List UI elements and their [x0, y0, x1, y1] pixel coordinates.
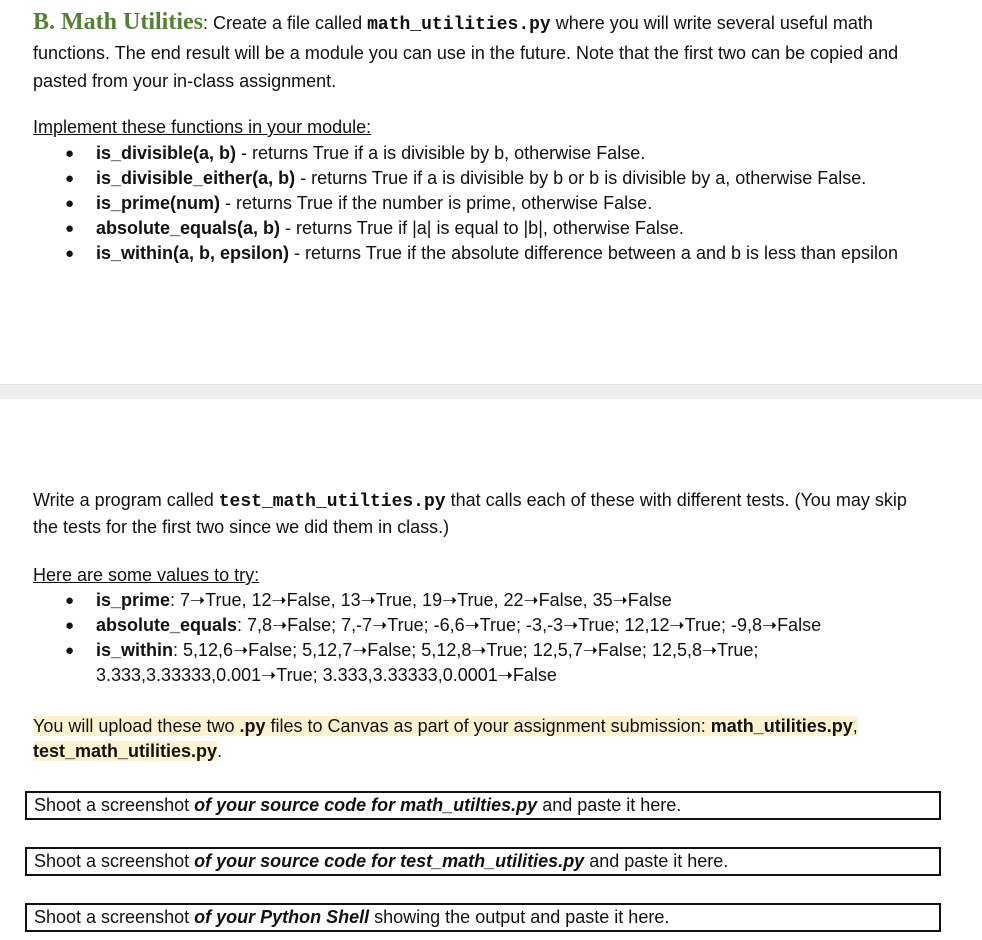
test-text-after: that calls each of these with different tests. (You may skip the tests for the first two since we did them in class.)	[33, 490, 907, 537]
test-text-before: Write a program called	[33, 490, 219, 510]
function-desc: - returns True if a is divisible by b, otherwise False.	[236, 143, 646, 163]
function-name: is_divisible_either(a, b)	[96, 168, 296, 188]
screenshot-box-python-shell[interactable]	[25, 903, 941, 932]
function-name: is_within	[96, 640, 174, 660]
intro-filename: math_utilities.py	[367, 15, 551, 35]
section-b-intro	[33, 8, 933, 95]
upload-text: You will upload these two	[33, 716, 240, 736]
implement-heading: Implement these functions in your module:	[33, 117, 372, 137]
function-desc: - returns True if the number is prime, otherwise False.	[220, 193, 653, 213]
box-text: showing the output and paste it here.	[369, 907, 670, 927]
list-item	[65, 166, 945, 191]
list-item	[65, 191, 945, 216]
value-pairs: : 7,8➝False; 7,-7➝True; -6,6➝True; -3,-3➝True; 12,12➝True; -9,8➝False	[237, 615, 822, 635]
box-emphasis: of your Python Shell	[194, 907, 370, 927]
implement-list	[65, 141, 945, 266]
upload-comma: ,	[852, 716, 858, 736]
screenshot-box-math-utilities[interactable]	[25, 791, 941, 820]
function-desc: - returns True if |a| is equal to |b|, otherwise False.	[280, 218, 684, 238]
box-text: Shoot a screenshot	[34, 851, 195, 871]
section-title: B. Math Utilities	[33, 9, 203, 35]
box-emphasis: of your source code for test_math_utilities.py	[194, 851, 585, 871]
value-pairs: : 5,12,6➝False; 5,12,7➝False; 5,12,8➝True; 12,5,7➝False; 12,5,8➝True; 3.333,3.33333,0.001➝True; 3.333,3.33333,0.0001➝False	[96, 640, 759, 685]
function-desc: - returns True if a is divisible by b or b is divisible by a, otherwise False.	[295, 168, 867, 188]
upload-period: .	[217, 741, 223, 761]
upload-file-1: math_utilities.py	[710, 716, 853, 736]
screenshot-box-test-math-utilities[interactable]	[25, 847, 941, 876]
list-item	[65, 588, 905, 613]
function-desc: - returns True if the absolute difference between a and b is less than epsilon	[289, 243, 899, 263]
page-break	[0, 384, 982, 400]
box-text: and paste it here.	[537, 795, 682, 815]
page-1	[0, 0, 982, 384]
function-name: absolute_equals	[96, 615, 238, 635]
page-2	[0, 399, 982, 940]
upload-ext: .py	[239, 716, 266, 736]
box-text: and paste it here.	[584, 851, 729, 871]
values-list	[65, 588, 905, 688]
function-name: is_prime(num)	[96, 193, 221, 213]
box-text: Shoot a screenshot	[34, 795, 195, 815]
box-text: Shoot a screenshot	[34, 907, 195, 927]
test-program-paragraph	[33, 488, 913, 540]
list-item	[65, 638, 905, 688]
list-item	[65, 241, 945, 266]
value-pairs: : 7➝True, 12➝False, 13➝True, 19➝True, 22➝False, 35➝False	[170, 590, 672, 610]
box-emphasis: of your source code for math_utilties.py	[194, 795, 538, 815]
values-heading: Here are some values to try:	[33, 565, 260, 585]
list-item	[65, 216, 945, 241]
function-name: is_within(a, b, epsilon)	[96, 243, 290, 263]
test-filename: test_math_utilties.py	[218, 492, 446, 512]
list-item	[65, 141, 945, 166]
function-name: is_divisible(a, b)	[96, 143, 237, 163]
upload-file-2: test_math_utilities.py	[33, 741, 218, 761]
upload-paragraph	[33, 714, 933, 764]
function-name: is_prime	[96, 590, 171, 610]
intro-text-before: Create a file called	[208, 13, 368, 33]
title-colon: :	[202, 13, 208, 33]
upload-text: files to Canvas as part of your assignment submission:	[265, 716, 711, 736]
list-item	[65, 613, 905, 638]
intro-text-after: where you will write several useful math functions. The end result will be a module you can use in the future. Note that the first two can be copied and pasted from your in-class assignment.	[33, 13, 899, 91]
function-name: absolute_equals(a, b)	[96, 218, 281, 238]
